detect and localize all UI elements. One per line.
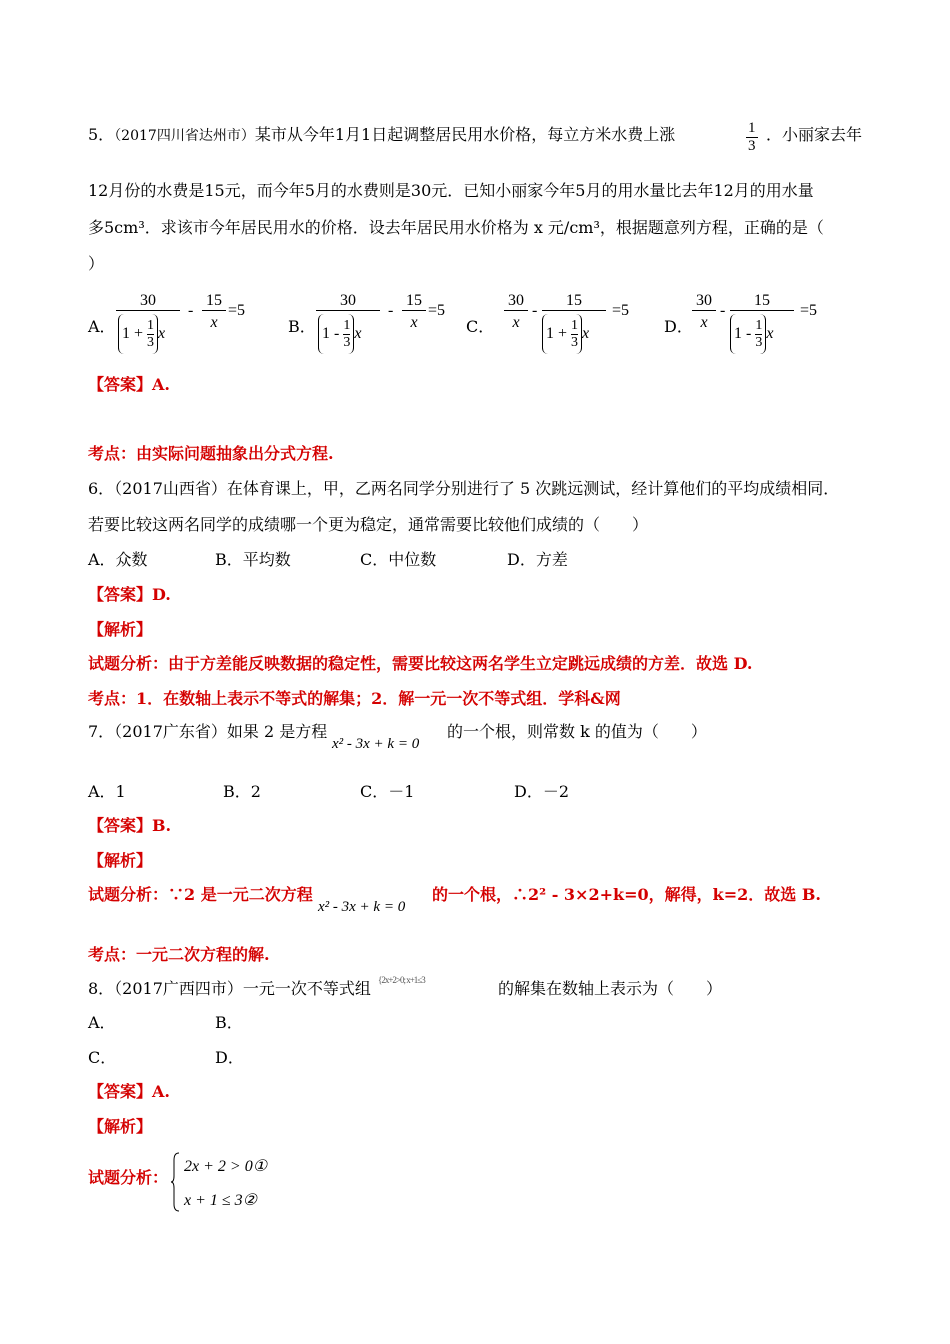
q8-jiexi: 【解析】 [88, 1117, 153, 1136]
q7-line1-pre: 7．（2017广东省）如果 2 是方程 [88, 722, 328, 741]
q5-text-tail: ．小丽家去年 [766, 125, 863, 144]
q6-option-b: B．平均数 [215, 550, 291, 569]
q8-line1-post: 的解集在数轴上表示为（ ） [498, 979, 723, 998]
q7-answer: 【答案】B. [88, 816, 172, 835]
q5-option-d-label: D． [664, 317, 693, 336]
q6-answer: 【答案】D. [88, 585, 171, 604]
q7-option-c: C．－1 [360, 782, 415, 801]
q7-equation: x² - 3x + k = 0 [332, 736, 420, 752]
q7-jiexi: 【解析】 [88, 851, 153, 870]
q6-line2: 若要比较这两名同学的成绩哪一个更为稳定，通常需要比较他们成绩的（ ） [88, 515, 649, 534]
q5-text: 某市从今年1月1日起调整居民用水价格，每立方米水费上涨 [254, 125, 676, 144]
q8-analysis-label: 试题分析： [88, 1168, 169, 1187]
q8-system-line2: x + 1 ≤ 3② [184, 1192, 258, 1209]
q8-option-d: D． [215, 1048, 244, 1067]
q8-option-c: C． [88, 1048, 117, 1067]
q7-analysis-pre: 试题分析：∵2 是一元二次方程 [88, 885, 313, 904]
q6-line1: 6．（2017山西省）在体育课上，甲，乙两名同学分别进行了 5 次跳远测试，经计算他们的平均成绩相同． [88, 479, 840, 498]
q8-option-a: A． [88, 1013, 116, 1032]
q6-jiexi: 【解析】 [88, 620, 153, 639]
q6-kaodian: 考点：1．在数轴上表示不等式的解集；2．解一元一次不等式组．学科&网 [88, 689, 621, 708]
q6-analysis: 试题分析：由于方差能反映数据的稳定性，需要比较这两名学生立定跳远成绩的方差．故选 D. [88, 654, 753, 673]
q8-system-line1: 2x + 2 > 0① [184, 1158, 268, 1175]
q7-analysis-post: 的一个根，∴2² - 3×2+k=0，解得，k=2．故选 B. [432, 885, 821, 904]
q7-kaodian: 考点：一元二次方程的解. [88, 945, 270, 964]
q5-option-b-label: B． [288, 317, 316, 336]
q5-kaodian: 考点：由实际问题抽象出分式方程. [88, 444, 334, 463]
q5-line1 [88, 125, 675, 146]
q6-option-c: C．中位数 [360, 550, 437, 569]
q8-answer: 【答案】A. [88, 1082, 170, 1101]
q8-inequality-system-garbled: {2x+2>0; x+1≤3 [378, 975, 425, 985]
q5-option-c-label: C． [466, 317, 495, 336]
q7-analysis-equation: x² - 3x + k = 0 [318, 899, 406, 915]
q5-line2: 12月份的水费是15元，而今年5月的水费则是30元．已知小丽家今年5月的用水量比去年12月的用水量 [88, 181, 814, 200]
q5-source: （2017四川省达州市） [114, 128, 255, 144]
q6-option-a: A．众数 [88, 550, 148, 569]
q7-line1-post: 的一个根，则常数 k 的值为（ ） [447, 722, 707, 741]
q5-option-a-label: A． [88, 317, 116, 336]
q5-answer: 【答案】A. [88, 375, 170, 394]
brace-icon [170, 1152, 180, 1212]
q5-fraction: $\frac{1}{3}$ [748, 120, 756, 154]
q7-option-a: A．1 [88, 782, 126, 801]
q8-system-brace [170, 1152, 180, 1212]
q5-line3: 多5cm³．求该市今年居民用水的价格．设去年居民用水价格为 x 元/cm³，根据题意列方程，正确的是（ [88, 218, 824, 237]
q6-option-d: D．方差 [507, 550, 568, 569]
q5-number: 5． [88, 125, 115, 144]
q8-line1-pre: 8．（2017广西四市）一元一次不等式组 [88, 979, 371, 998]
q7-option-d: D．－2 [514, 782, 570, 801]
q5-line4: ） [88, 254, 105, 273]
q7-option-b: B．2 [223, 782, 261, 801]
q8-option-b: B． [215, 1013, 243, 1032]
